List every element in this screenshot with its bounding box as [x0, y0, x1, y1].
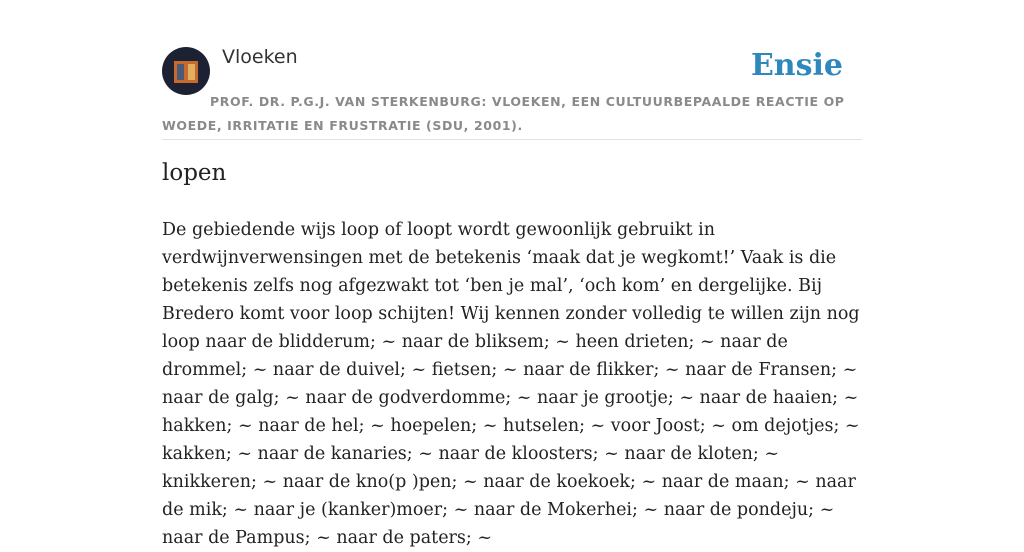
source-citation: PROF. DR. P.G.J. VAN STERKENBURG: VLOEKEN, EEN CULTUURBEPAALDE REACTIE OP WOEDE, IRRITATIE EN FRUSTRATIE (SDU, 2001).	[162, 94, 845, 133]
painting-avatar-icon	[174, 61, 198, 83]
collection-title[interactable]: Vloeken	[222, 46, 298, 68]
brand-logo[interactable]: Ensie	[750, 48, 843, 83]
entry-title: lopen	[162, 160, 227, 186]
entry-body: De gebiedende wijs loop of loopt wordt gewoonlijk gebruikt in verdwijnverwensingen met de betekenis ‘maak dat je wegkomt!’ Vaak is die betekenis zelfs nog afgezwakt tot ‘ben je mal’, ‘och kom’ en dergelijke. Bij Bredero komt voor loop schijten! Wij kennen zonder volledig te willen zijn nog loop naar de blidderum; ~ naar de bliksem; ~ heen drieten; ~ naar de drommel; ~ naar de duivel; ~ fietsen; ~ naar de flikker; ~ naar de Fransen; ~ naar de galg; ~ naar de godverdomme; ~ naar je grootje; ~ naar de haaien; ~ hakken; ~ naar de hel; ~ hoepelen; ~ hutselen; ~ voor Joost; ~ om dejotjes; ~ kakken; ~ naar de kanaries; ~ naar de kloosters; ~ naar de kloten; ~ knikkeren; ~ naar de kno(p )pen; ~ naar de koekoek; ~ naar de maan; ~ naar de mik; ~ naar je (kanker)moer; ~ naar de Mokerhei; ~ naar de pondeju; ~ naar de Pampus; ~ naar de paters; ~	[162, 220, 860, 548]
collection-avatar[interactable]	[162, 47, 210, 95]
header-divider	[162, 139, 862, 140]
